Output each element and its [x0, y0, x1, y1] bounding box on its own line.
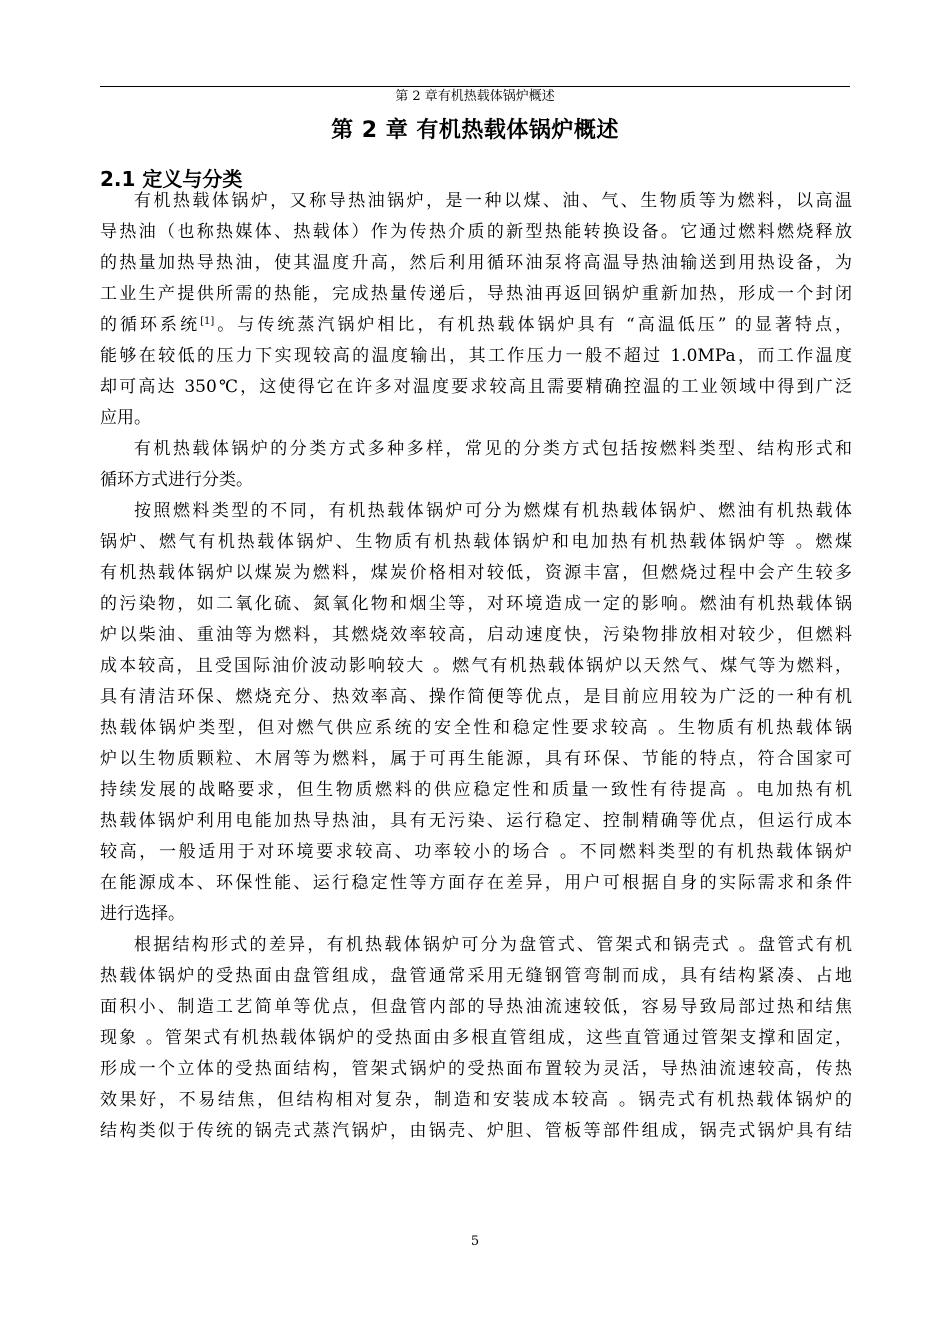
citation-marker[interactable]: [1] — [200, 316, 215, 327]
paragraph-line: 应用。 — [100, 408, 151, 428]
text-segment: 。与传统蒸汽锅炉相比，有机热载体锅炉具有 “高温低压” 的显著特点， — [214, 315, 852, 335]
paragraph-line: 能够在较低的压力下实现较高的温度输出，其工作压力一般不超过 1.0MPa，而工作温度 — [100, 346, 852, 366]
body-text — [100, 186, 852, 1147]
paragraph-line: 的热量加热导热油，使其温度升高，然后利用循环油泵将高温导热油输送到用热设备，为 — [100, 253, 852, 273]
paragraph-line: 导热油（也称热媒体、热载体）作为传热介质的新型热能转换设备。它通过燃料燃烧释放 — [100, 222, 852, 242]
section-title: 2.1 定义与分类 — [100, 167, 243, 191]
paragraph-line: 面积小、制造工艺简单等优点，但盘管内部的导热油流速较低，容易导致局部过热和结焦 — [100, 997, 852, 1017]
paragraph-line: 热载体锅炉类型，但对燃气供应系统的安全性和稳定性要求较高 。生物质有机热载体锅 — [100, 718, 852, 738]
text-segment: 的循环系统 — [100, 315, 201, 335]
paragraph-line: 热载体锅炉的受热面由盘管组成，盘管通常采用无缝钢管弯制而成，具有结构紧凑、占地 — [100, 966, 852, 986]
paragraph-line: 现象 。管架式有机热载体锅炉的受热面由多根直管组成，这些直管通过管架支撑和固定， — [100, 1028, 852, 1048]
paragraph-line: 却可高达 350℃，这使得它在许多对温度要求较高且需要精确控温的工业领域中得到广泛 — [100, 377, 852, 397]
paragraph-line: 有机热载体锅炉以煤炭为燃料，煤炭价格相对较低，资源丰富，但燃烧过程中会产生较多 — [100, 563, 852, 583]
paragraph-line: 锅炉、燃气有机热载体锅炉、生物质有机热载体锅炉和电加热有机热载体锅炉等 。燃煤 — [100, 532, 852, 552]
paragraph-line: 循环方式进行分类。 — [100, 470, 253, 490]
paragraph-line: 具有清洁环保、燃烧充分、热效率高、操作简便等优点，是目前应用较为广泛的一种有机 — [100, 687, 852, 707]
paragraph-line: 结构类似于传统的锅壳式蒸汽锅炉，由锅壳、炉胆、管板等部件组成，锅壳式锅炉具有结 — [100, 1121, 852, 1141]
paragraph-line: 持续发展的战略要求，但生物质燃料的供应稳定性和质量一致性有待提高 。电加热有机 — [100, 780, 852, 800]
paragraph-line: 形成一个立体的受热面结构，管架式锅炉的受热面布置较为灵活，导热油流速较高，传热 — [100, 1059, 852, 1079]
paragraph-line: 按照燃料类型的不同，有机热载体锅炉可分为燃煤有机热载体锅炉、燃油有机热载体 — [134, 501, 852, 521]
running-header: 第 2 章有机热载体锅炉概述 — [395, 89, 555, 104]
paragraph-line: 热载体锅炉利用电能加热导热油，具有无污染、运行稳定、控制精确等优点，但运行成本 — [100, 811, 852, 831]
paragraph-line: 炉以柴油、重油等为燃料，其燃烧效率较高，启动速度快，污染物排放相对较少，但燃料 — [100, 625, 852, 645]
paragraph-line-with-citation — [100, 310, 852, 341]
paragraph-line: 进行选择。 — [100, 904, 185, 924]
paragraph-line: 有机热载体锅炉，又称导热油锅炉，是一种以煤、油、气、生物质等为燃料，以高温 — [134, 191, 852, 211]
page-number: 5 — [470, 1234, 480, 1249]
paragraph-line: 炉以生物质颗粒、木屑等为燃料，属于可再生能源，具有环保、节能的特点，符合国家可 — [100, 749, 852, 769]
paragraph-line: 的污染物，如二氧化硫、氮氧化物和烟尘等，对环境造成一定的影响。燃油有机热载体锅 — [100, 594, 852, 614]
paragraph-line: 成本较高，且受国际油价波动影响较大 。燃气有机热载体锅炉以天然气、煤气等为燃料， — [100, 656, 852, 676]
paragraph-line: 较高，一般适用于对环境要求较高、功率较小的场合 。不同燃料类型的有机热载体锅炉 — [100, 842, 852, 862]
paragraph-line: 在能源成本、环保性能、运行稳定性等方面存在差异，用户可根据自身的实际需求和条件 — [100, 873, 852, 893]
paragraph-line: 工业生产提供所需的热能，完成热量传递后，导热油再返回锅炉重新加热，形成一个封闭 — [100, 284, 852, 304]
paragraph-line: 有机热载体锅炉的分类方式多种多样，常见的分类方式包括按燃料类型、结构形式和 — [134, 439, 852, 459]
paragraph-line: 根据结构形式的差异，有机热载体锅炉可分为盘管式、管架式和锅壳式 。盘管式有机 — [134, 935, 852, 955]
header-rule — [100, 86, 850, 87]
chapter-title: 第 2 章 有机热载体锅炉概述 — [331, 118, 619, 143]
paragraph-line: 效果好，不易结焦，但结构相对复杂，制造和安装成本较高 。锅壳式有机热载体锅炉的 — [100, 1090, 852, 1110]
